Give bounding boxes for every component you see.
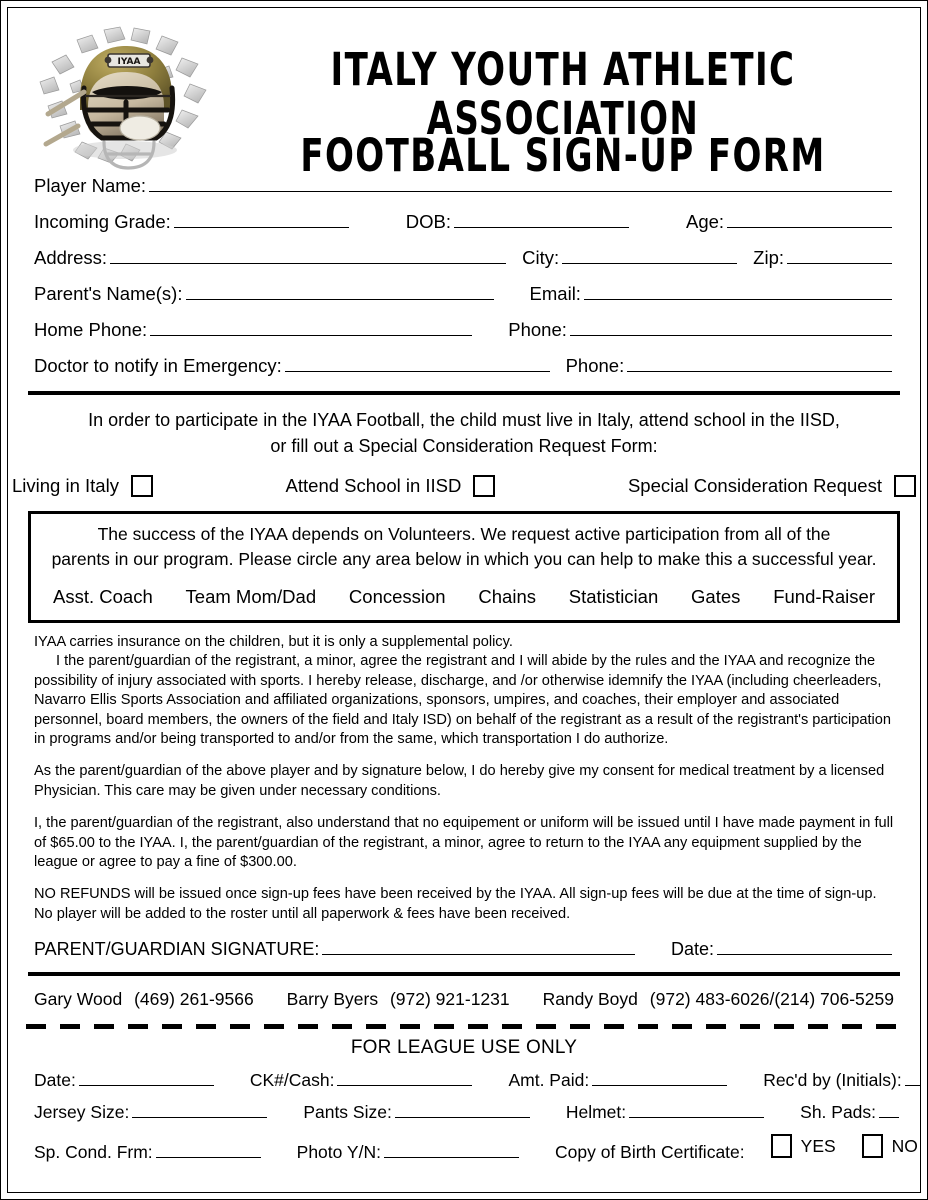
eligibility-option-special-consideration[interactable] xyxy=(628,475,916,497)
volunteer-role-concession[interactable]: Concession xyxy=(348,585,446,607)
doctor-label: Doctor to notify in Emergency: xyxy=(34,355,282,376)
signature-date-input[interactable] xyxy=(717,938,892,955)
zip-label: Zip: xyxy=(753,247,784,268)
parents-name-input[interactable] xyxy=(186,283,494,300)
sh-pads-input[interactable] xyxy=(879,1102,899,1118)
phone-input[interactable] xyxy=(570,319,892,336)
birth-certificate-no-checkbox[interactable] xyxy=(862,1134,883,1158)
special-consideration-label: Special Consideration Request xyxy=(627,475,882,497)
volunteer-line-2: parents in our program. Please circle any area below in which you can help to make this a successful year. xyxy=(51,549,877,570)
dob-input[interactable] xyxy=(454,211,629,228)
incoming-grade-input[interactable] xyxy=(174,211,349,228)
volunteer-role-gates[interactable]: Gates xyxy=(691,585,741,607)
eligibility-line-1: In order to participate in the IYAA Football, the child must live in Italy, attend school in the IISD, xyxy=(88,410,840,430)
doctor-input[interactable] xyxy=(285,355,550,372)
birth-certificate-yes-option[interactable] xyxy=(771,1134,836,1158)
contact-barry-byers xyxy=(287,989,510,1010)
league-use-title: FOR LEAGUE USE ONLY xyxy=(350,1037,578,1059)
title-line-1: ITALY YOUTH ATHLETIC ASSOCIATION xyxy=(330,43,796,145)
pants-size-input[interactable] xyxy=(395,1102,530,1118)
sp-cond-frm-label: Sp. Cond. Frm: xyxy=(34,1142,153,1163)
helmet-label: Helmet: xyxy=(565,1102,627,1123)
photo-yn-input[interactable] xyxy=(384,1142,519,1158)
ck-cash-label: CK#/Cash: xyxy=(249,1070,335,1091)
field-row-parents-email xyxy=(34,283,894,305)
no-label: NO xyxy=(891,1135,918,1156)
eligibility-option-attend-school-iisd[interactable] xyxy=(286,475,496,497)
contact-phone: (469) 261-9566 xyxy=(134,989,254,1010)
incoming-grade-label: Incoming Grade: xyxy=(34,211,171,232)
volunteer-role-chains[interactable]: Chains xyxy=(478,585,536,607)
birth-certificate-no-option[interactable] xyxy=(862,1134,918,1158)
recd-by-label: Rec'd by (Initials): xyxy=(763,1070,902,1091)
contact-name: Barry Byers xyxy=(286,989,379,1010)
contacts-row xyxy=(8,989,920,1010)
svg-text:IYAA: IYAA xyxy=(117,57,141,67)
iyaa-helmet-logo xyxy=(30,22,220,172)
volunteer-roles-row xyxy=(47,586,881,610)
home-phone-label: Home Phone: xyxy=(34,319,148,340)
address-input[interactable] xyxy=(110,247,506,264)
eligibility-section xyxy=(8,407,920,459)
age-input[interactable] xyxy=(727,211,892,228)
legal-paragraph-equipment-fee: I, the parent/guardian of the registrant, also understand that no equipement or uniform will be issued until I have made payment in full of $65.00 to the IYAA. I, the parent/guardian of the registrant, a minor, agree to return to the IYAA any equipment supplied by the league or agree to pay a fine of $300.00. xyxy=(34,815,894,870)
league-row-equipment xyxy=(8,1102,920,1123)
living-in-italy-label: Living in Italy xyxy=(12,475,119,497)
sp-cond-frm-input[interactable] xyxy=(156,1142,261,1158)
email-label: Email: xyxy=(529,283,581,304)
amt-paid-label: Amt. Paid: xyxy=(508,1070,590,1091)
doctor-phone-label: Phone: xyxy=(565,355,625,376)
contact-name: Randy Boyd xyxy=(542,989,638,1010)
league-row-documents xyxy=(8,1134,920,1163)
form-title xyxy=(213,43,913,182)
jersey-size-input[interactable] xyxy=(132,1102,267,1118)
city-input[interactable] xyxy=(562,247,737,264)
dashed-tear-line xyxy=(26,1024,902,1029)
player-info-section xyxy=(8,175,920,377)
league-row-payment xyxy=(8,1070,920,1091)
divider-after-player-info xyxy=(28,391,900,395)
legal-paragraph-medical-consent: As the parent/guardian of the above player and by signature below, I do hereby give my consent for medical treatment by a licensed Physician. This care may be given under necessary conditions. xyxy=(34,763,885,799)
divider-after-signature xyxy=(28,972,900,976)
volunteer-box xyxy=(28,511,900,623)
photo-yn-label: Photo Y/N: xyxy=(296,1142,381,1163)
legal-section xyxy=(8,633,920,924)
field-row-phones xyxy=(34,319,894,341)
ck-cash-input[interactable] xyxy=(337,1070,472,1086)
volunteer-role-statistician[interactable]: Statistician xyxy=(568,585,659,607)
attend-school-iisd-label: Attend School in IISD xyxy=(285,475,462,497)
legal-paragraph-release: I the parent/guardian of the registrant, a minor, agree the registrant and I will abide by the rules and the IYAA and recognize the possibility of injury associated with sports. I hereby release, discharge, and /or otherwise idemnify the IYAA (including cheerleaders, Navarro Ellis Sports Association and affiliated organizations, sponsors, umpires, and coaches, their employer and associated personnel, board members, the owners of the field and Italy ISD) on behalf of the registrant as a result of the registrant's participation in programs and/or being transported to and/or from the same, which transportation I do authorize. xyxy=(34,653,891,747)
contact-name: Gary Wood xyxy=(34,989,123,1010)
eligibility-line-2: or fill out a Special Consideration Request Form: xyxy=(270,436,658,457)
email-input[interactable] xyxy=(584,283,892,300)
pants-size-label: Pants Size: xyxy=(303,1102,392,1123)
volunteer-line-1: The success of the IYAA depends on Volunteers. We request active participation from all of the xyxy=(97,524,831,545)
jersey-size-label: Jersey Size: xyxy=(34,1102,130,1123)
amt-paid-input[interactable] xyxy=(592,1070,727,1086)
signature-input[interactable] xyxy=(322,938,635,955)
signature-label: PARENT/GUARDIAN SIGNATURE: xyxy=(34,939,320,960)
contact-phone: (972) 483-6026/(214) 706-5259 xyxy=(649,989,894,1010)
contact-phone: (972) 921-1231 xyxy=(389,989,510,1010)
legal-paragraph-no-refunds: NO REFUNDS will be issued once sign-up fees have been received by the IYAA. All sign-up fees will be due at the time of sign-up. No player will be added to the roster until all paperwork & fees have been received. xyxy=(34,886,877,922)
form-border xyxy=(7,7,921,1193)
league-date-label: Date: xyxy=(34,1070,76,1091)
age-label: Age: xyxy=(686,211,725,232)
signature-row xyxy=(8,938,920,960)
eligibility-checkbox-row xyxy=(8,475,920,497)
helmet-input[interactable] xyxy=(629,1102,764,1118)
phone-label: Phone: xyxy=(508,319,567,340)
dob-label: DOB: xyxy=(405,211,451,232)
legal-paragraph-insurance: IYAA carries insurance on the children, but it is only a supplemental policy. xyxy=(34,633,513,650)
volunteer-role-team-mom-dad[interactable]: Team Mom/Dad xyxy=(185,585,317,607)
living-in-italy-checkbox[interactable] xyxy=(131,475,153,497)
signature-date-label: Date: xyxy=(670,939,714,960)
zip-input[interactable] xyxy=(787,247,892,264)
birth-certificate-label: Copy of Birth Certificate: xyxy=(554,1142,745,1163)
special-consideration-checkbox[interactable] xyxy=(894,475,916,497)
volunteer-role-asst-coach[interactable]: Asst. Coach xyxy=(53,585,153,607)
volunteer-role-fund-raiser[interactable]: Fund-Raiser xyxy=(773,585,875,607)
form-header xyxy=(8,8,920,182)
title-line-2: FOOTBALL SIGN-UP FORM xyxy=(300,129,826,182)
player-name-label: Player Name: xyxy=(34,175,147,196)
recd-by-input[interactable] xyxy=(905,1070,921,1086)
attend-school-iisd-checkbox[interactable] xyxy=(473,475,495,497)
doctor-phone-input[interactable] xyxy=(627,355,892,372)
field-row-grade-dob-age xyxy=(34,211,894,233)
parents-name-label: Parent's Name(s): xyxy=(34,283,183,304)
eligibility-option-living-in-italy[interactable] xyxy=(12,475,153,497)
address-label: Address: xyxy=(34,247,108,268)
city-label: City: xyxy=(522,247,560,268)
league-date-input[interactable] xyxy=(79,1070,214,1086)
sh-pads-label: Sh. Pads: xyxy=(800,1102,877,1123)
birth-certificate-yes-checkbox[interactable] xyxy=(771,1134,792,1158)
contact-gary-wood xyxy=(34,989,254,1010)
field-row-address-city-zip xyxy=(34,247,894,269)
contact-randy-boyd xyxy=(543,989,894,1010)
yes-label: YES xyxy=(800,1135,836,1156)
home-phone-input[interactable] xyxy=(150,319,472,336)
field-row-doctor xyxy=(34,355,894,377)
